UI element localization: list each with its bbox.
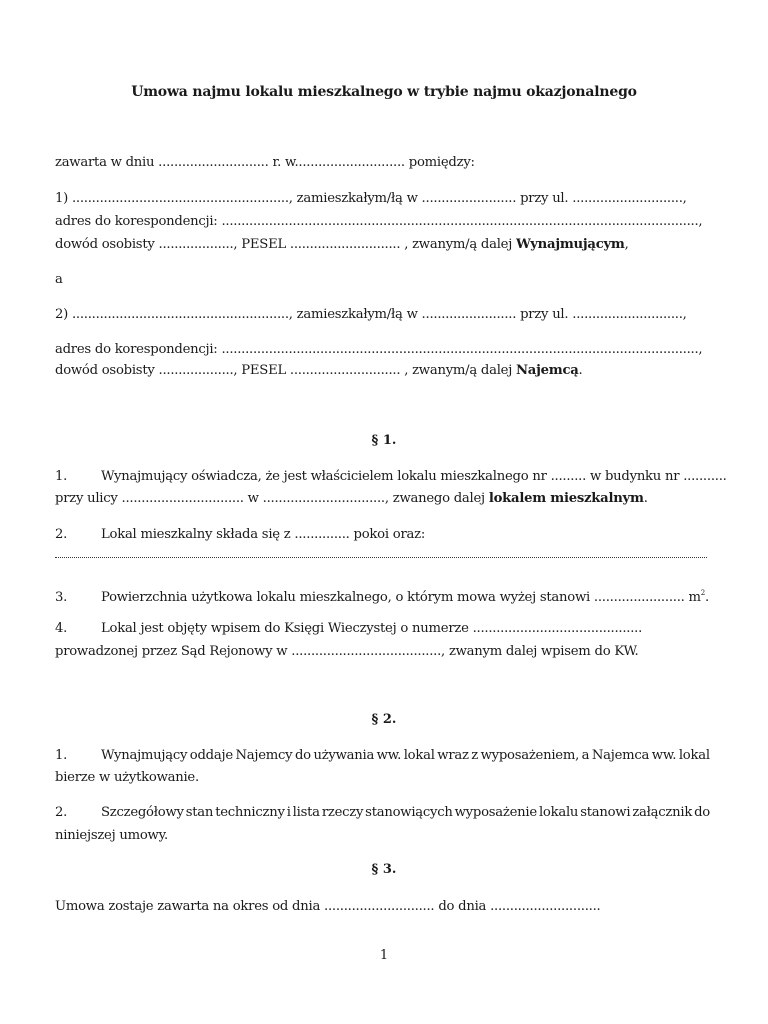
word: lista [292,805,320,820]
s1-item4-number: 4. [55,621,68,636]
word: używania [313,748,375,763]
word: wyposażenie [454,805,537,820]
party2-id-line [55,362,710,380]
word: lokal [403,748,435,763]
s2-item2-text [101,804,710,822]
word: lokalu [538,805,579,820]
s3-text: Umowa zostaje zawarta na okres od dnia ............................ do dnia ............................ [55,899,601,914]
party1-id-text: dowód osobisty ..................., PESEL ............................ , zwanym/ą dalej [55,237,516,252]
word: wraz [437,748,469,763]
s2-item1-text [101,747,710,765]
s1-item1-suffix: . [643,491,648,506]
s2-item1-line1 [55,747,710,765]
s1-item2-line1 [55,526,710,544]
s2-item2-number: 2. [55,805,68,820]
tenant-term: Najemcą [516,363,579,378]
s1-item3-suffix: . [705,590,709,605]
party1-line1: 1) ......................................................., zamieszkałym/łą w ........................ przy ul. ............................, [55,191,687,206]
s2-item1-number: 1. [55,748,68,763]
dwelling-term: lokalem mieszkalnym [488,491,644,506]
s1-item3-line1 [55,584,710,607]
word: do [294,748,311,763]
intro-line: zawarta w dniu ............................ r. w............................ pomiędzy: [55,155,475,170]
word: załącznik [632,805,693,820]
word: Wynajmujący [101,748,188,763]
s1-item3-number: 3. [55,590,68,605]
word: techniczny [215,805,285,820]
s1-item4-text: Lokal jest objęty wpisem do Księgi Wieczystej o numerze ........................................... [101,621,643,636]
landlord-term: Wynajmującym [516,237,625,252]
document-title: Umowa najmu lokalu mieszkalnego w trybie najmu okazjonalnego [131,84,637,100]
s1-item1-line2 [55,490,710,508]
word: oddaje [189,748,233,763]
word: lokal [678,748,710,763]
party1-address-line: adres do korespondencji: ........................................................................................................................., [55,214,703,229]
party1-id-line [55,236,710,254]
word: rzeczy [321,805,364,820]
word: stanowi [580,805,631,820]
s1-item4-line1 [55,620,710,638]
section-heading-2: § 2. [371,712,397,727]
section-heading-1: § 1. [371,433,397,448]
party2-id-suffix: . [578,363,583,378]
party2-address-line: adres do korespondencji: ........................................................................................................................., [55,342,703,357]
word: wyposażeniem, [480,748,580,763]
word: i [286,805,291,820]
word: z [471,748,478,763]
word: a [581,748,590,763]
party2-line1: 2) ......................................................., zamieszkałym/łą w ........................ przy ul. ............................, [55,307,687,322]
section-heading-3: § 3. [371,862,397,877]
s1-item1-number: 1. [55,469,68,484]
s1-item1-text2: przy ulicy ............................... w ..............................., zwanego dalej [55,491,489,506]
s2-item2-line1 [55,804,710,822]
s1-item2-number: 2. [55,527,68,542]
s1-item2-text: Lokal mieszkalny składa się z .............. pokoi oraz: [101,527,426,542]
word: Najemcy [235,748,293,763]
word: ww. [651,748,677,763]
page-number: 1 [379,948,389,963]
word: Szczegółowy [101,805,184,820]
party2-id-text: dowód osobisty ..................., PESEL ............................ , zwanym/ą dalej [55,363,516,378]
s1-item4-line2: prowadzonej przez Sąd Rejonowy w ......................................, zwanym dalej wpisem do KW. [55,644,639,659]
s2-item1-line2: bierze w użytkowanie. [55,770,199,785]
s1-item1-line1 [55,468,727,486]
s1-item3-text: Powierzchnia użytkowa lokalu mieszkalnego, o którym mowa wyżej stanowi ....................... m [101,590,701,605]
word: stan [185,805,214,820]
word: stanowiących [365,805,453,820]
word: do [694,805,710,820]
conjunction: a [55,272,63,287]
word: ww. [376,748,402,763]
s2-item2-line2: niniejszej umowy. [55,828,168,843]
party1-id-suffix: , [624,237,629,252]
s1-item1-text: Wynajmujący oświadcza, że jest właścicielem lokalu mieszkalnego nr ......... w budynku nr ........... [101,469,727,484]
s1-item2-fill-line [55,555,707,558]
word: Najemca [591,748,650,763]
s1-item3-unit-exponent: 2 [700,589,705,597]
